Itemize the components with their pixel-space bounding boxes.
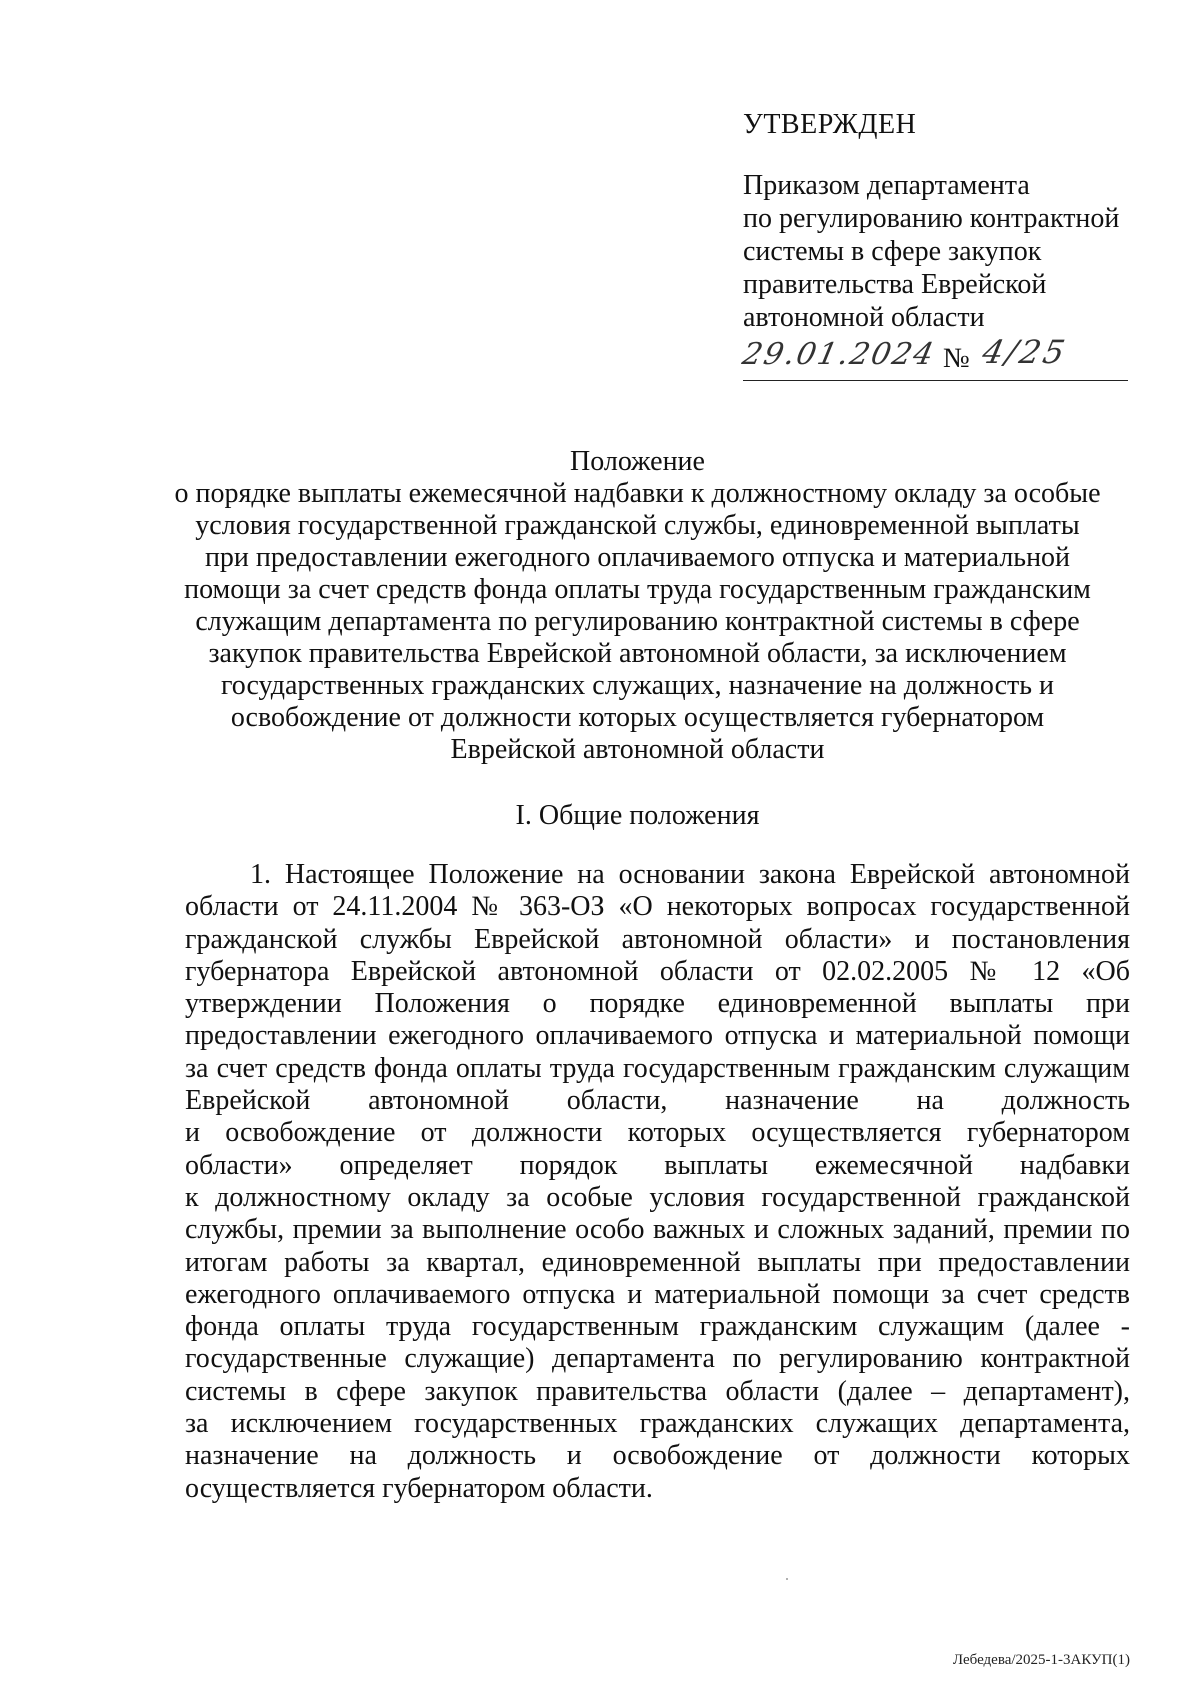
handwritten-date: 29.01.2024 (739, 337, 939, 372)
paragraph-line: фонда оплаты труда государственным гражданским служащим (далее - (185, 1311, 1130, 1343)
paragraph-line: системы в сфере закупок правительства области (далее – департамент), (185, 1375, 1130, 1407)
number-sign: № (943, 343, 970, 374)
paragraph-line: за счет средств фонда оплаты труда государственным гражданским служащим (185, 1052, 1130, 1084)
approval-heading: УТВЕРЖДЕН (743, 109, 917, 140)
approval-signature-row (739, 333, 1128, 381)
paragraph-line: и освобождение от должности которых осуществляется губернатором (185, 1117, 1130, 1149)
approval-line: правительства Еврейской (743, 269, 1047, 300)
approval-line: по регулированию контрактной (743, 203, 1120, 234)
paragraph-line: Еврейской автономной области, назначение на должность (185, 1085, 1130, 1117)
title-line: Еврейской автономной области (450, 734, 825, 765)
handwritten-order-number: 4/25 (979, 333, 1072, 371)
title-line: закупок правительства Еврейской автономной области, за исключением (208, 638, 1067, 669)
scan-speck (786, 1578, 788, 1580)
paragraph-line: области» определяет порядок выплаты ежемесячной надбавки (185, 1149, 1130, 1181)
paragraph-line: губернатора Еврейской автономной области от 02.02.2005 № 12 «Об (185, 955, 1130, 987)
title-line: освобождение от должности которых осуществляется губернатором (230, 702, 1045, 733)
approval-line: системы в сфере закупок (743, 236, 1042, 267)
title-line: о порядке выплаты ежемесячной надбавки к должностному окладу за особые (174, 478, 1101, 509)
title-line: условия государственной гражданской службы, единовременной выплаты (195, 510, 1080, 541)
title-line: государственных гражданских служащих, назначение на должность и (220, 670, 1055, 701)
paragraph-line: гражданской службы Еврейской автономной области» и постановления (185, 923, 1130, 955)
paragraph-line: ежегодного оплачиваемого отпуска и материальной помощи за счет средств (185, 1278, 1130, 1310)
approval-line: автономной области (743, 302, 985, 333)
paragraph-line: утверждении Положения о порядке единовременной выплаты при (185, 988, 1130, 1020)
paragraph-line: области от 24.11.2004 № 363-ОЗ «О некоторых вопросах государственной (185, 891, 1130, 923)
paragraph-line: итогам работы за квартал, единовременной выплаты при предоставлении (185, 1246, 1130, 1278)
document-title-block (160, 446, 1115, 766)
section-heading: I. Общие положения (515, 800, 760, 831)
paragraph-line: к должностному окладу за особые условия государственной гражданской (185, 1181, 1130, 1213)
paragraph-line: службы, премии за выполнение особо важных и сложных заданий, премии по (185, 1214, 1130, 1246)
paragraph-line: предоставлении ежегодного оплачиваемого отпуска и материальной помощи (185, 1020, 1130, 1052)
document-title: Положение (570, 446, 705, 477)
paragraph-1 (185, 859, 1130, 1505)
approval-line: Приказом департамента (743, 170, 1030, 201)
paragraph-line: назначение на должность и освобождение от должности которых (185, 1440, 1130, 1472)
title-line: служащим департамента по регулированию контрактной системы в сфере (195, 606, 1080, 637)
paragraph-line: осуществляется губернатором области. (185, 1472, 653, 1504)
footer-document-code: Лебедева/2025-1-3АКУП(1) (952, 1652, 1130, 1668)
paragraph-line: за исключением государственных гражданских служащих департамента, (185, 1408, 1130, 1440)
approval-stamp-block (739, 108, 1133, 381)
title-line: помощи за счет средств фонда оплаты труда государственным гражданским (184, 574, 1091, 605)
title-line: при предоставлении ежегодного оплачиваемого отпуска и материальной (204, 542, 1071, 573)
paragraph-line: государственные служащие) департамента по регулированию контрактной (185, 1343, 1130, 1375)
paragraph-line: 1. Настоящее Положение на основании закона Еврейской автономной (250, 859, 1130, 890)
